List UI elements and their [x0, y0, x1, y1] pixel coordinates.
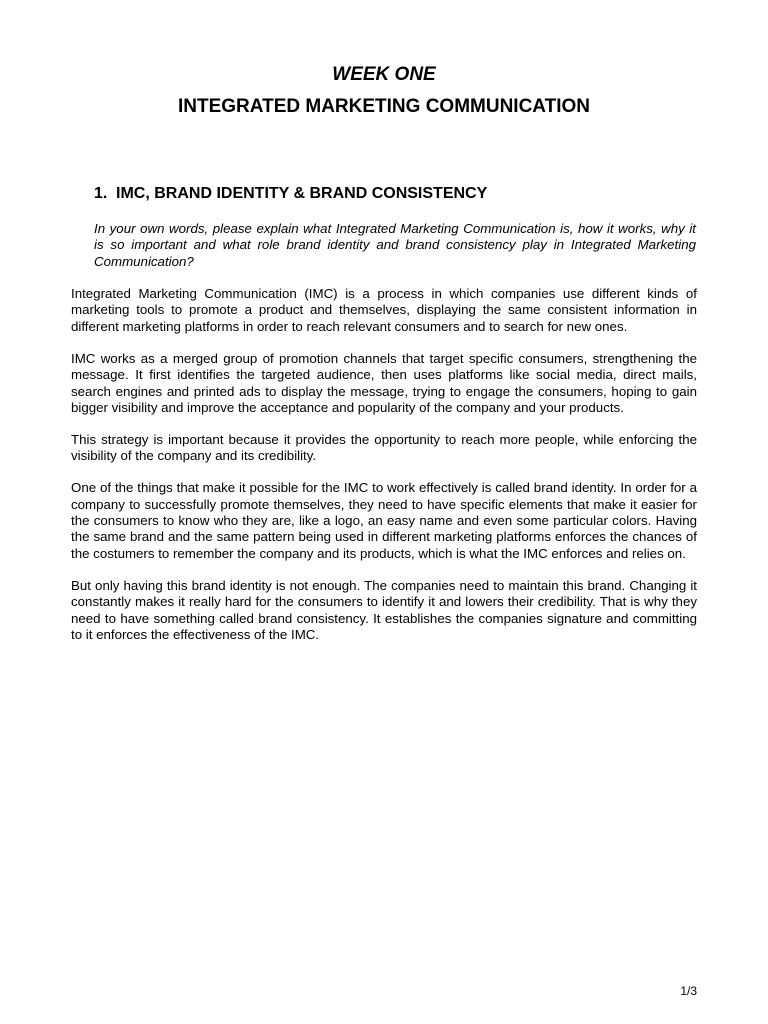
- answer-body: [71, 286, 697, 659]
- section-heading-text: IMC, BRAND IDENTITY & BRAND CONSISTENCY: [116, 185, 488, 202]
- page-number: 1/3: [680, 984, 697, 998]
- paragraph-imc-definition: Integrated Marketing Communication (IMC) is a process in which companies use different kinds of marketing tools to promote a product and themselves, displaying the same consistent information in different marketing platforms in order to reach relevant consumers and to search for new ones.: [71, 286, 697, 334]
- week-title: WEEK ONE: [332, 64, 436, 85]
- section-number: 1.: [94, 185, 108, 202]
- paragraph-how-imc-works: IMC works as a merged group of promotion channels that target specific consumers, strengthening the message. It first identifies the targeted audience, then uses platforms like social media, direct mails, search engines and printed ads to display the message, trying to engage the consumers, hoping to gain bigger visibility and improve the acceptance and popularity of the company and your products.: [71, 350, 697, 415]
- paragraph-brand-consistency: But only having this brand identity is not enough. The companies need to maintain this brand. Changing it constantly makes it really hard for the consumers to identify it and lowers their credibility. That is why they need to have something called brand consistency. It establishes the companies signature and committing to it enforces the effectiveness of the IMC.: [71, 577, 697, 642]
- section-heading: [94, 184, 487, 204]
- assignment-question: In your own words, please explain what Integrated Marketing Communication is, how it works, why it is so important and what role brand identity and brand consistency play in Integrated Marketing Communication?: [94, 221, 696, 269]
- paragraph-importance: This strategy is important because it provides the opportunity to reach more people, while enforcing the visibility of the company and its credibility.: [71, 431, 697, 464]
- paragraph-brand-identity: One of the things that make it possible for the IMC to work effectively is called brand identity. In order for a company to successfully promote themselves, they need to have specific elements that make it easier for the consumers to know who they are, like a logo, an easy name and even some particular colors. Having the same brand and the same pattern being used in different marketing platforms enforces the chances of the costumers to remember the company and its products, which is what the IMC enforces and relies on.: [71, 480, 697, 561]
- document-title: INTEGRATED MARKETING COMMUNICATION: [178, 96, 590, 117]
